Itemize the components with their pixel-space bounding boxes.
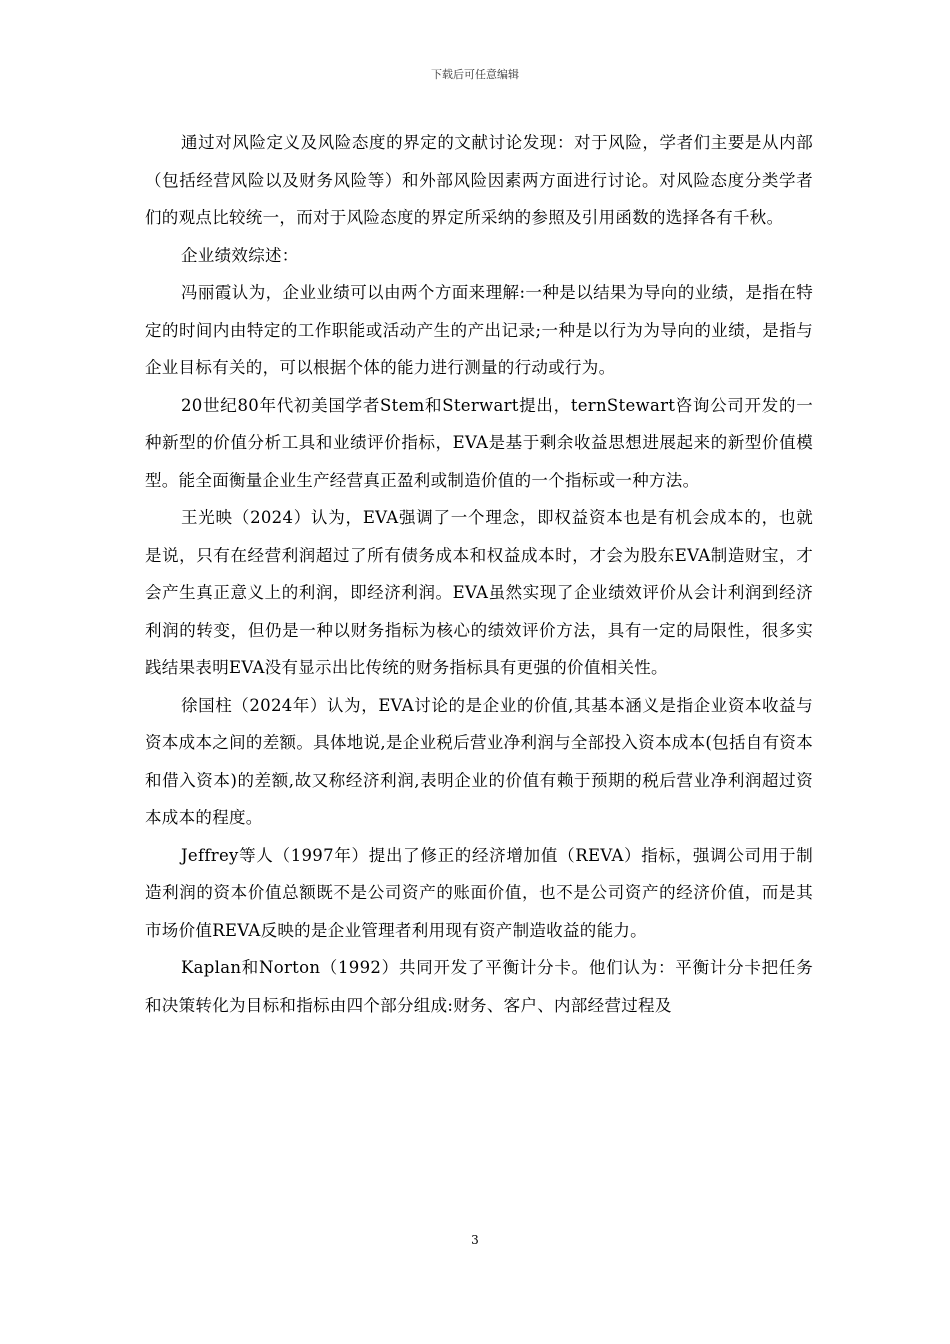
- paragraph-jeffrey-reva: Jeffrey等人（1997年）提出了修正的经济增加值（REVA）指标，强调公司用于制造利润的资本价值总额既不是公司资产的账面价值，也不是公司资产的经济价值，而是其市场价值REVA反映的是企业管理者利用现有资产制造收益的能力。: [145, 845, 813, 940]
- page-number: 3: [471, 1233, 479, 1247]
- paragraph-feng-lixia: 冯丽霞认为，企业业绩可以由两个方面来理解:一种是以结果为导向的业绩，是指在特定的时间内由特定的工作职能或活动产生的产出记录;一种是以行为为导向的业绩，是指与企业目标有关的，可以根据个体的能力进行测量的行动或行为。: [145, 283, 813, 377]
- paragraph-risk-summary: 通过对风险定义及风险态度的界定的文献讨论发现：对于风险，学者们主要是从内部（包括经营风险以及财务风险等）和外部风险因素两方面进行讨论。对风险态度分类学者们的观点比较统一，而对于风险态度的界定所采纳的参照及引用函数的选择各有千秋。: [145, 133, 813, 227]
- paragraph-wang-guangying: 王光映（2024）认为，EVA强调了一个理念，即权益资本也是有机会成本的，也就是说，只有在经营利润超过了所有债务成本和权益成本时，才会为股东EVA制造财宝，才会产生真正意义上的利润，即经济利润。EVA虽然实现了企业绩效评价从会计利润到经济利润的转变，但仍是一种以财务指标为核心的绩效评价方法，具有一定的局限性，很多实践结果表明EVA没有显示出比传统的财务指标具有更强的价值相关性。: [145, 508, 813, 677]
- paragraph-xu-guozhu: 徐国柱（2024年）认为，EVA讨论的是企业的价值,其基本涵义是指企业资本收益与资本成本之间的差额。具体地说,是企业税后营业净利润与全部投入资本成本(包括自有资本和借入资本)的差额,故又称经济利润,表明企业的价值有赖于预期的税后营业净利润超过资本成本的程度。: [145, 695, 813, 827]
- paragraph-eva-origin: 20世纪80年代初美国学者Stem和Sterwart提出，ternStewart咨询公司开发的一种新型的价值分析工具和业绩评价指标，EVA是基于剩余收益思想进展起来的新型价值模型。能全面衡量企业生产经营真正盈利或制造价值的一个指标或一种方法。: [145, 395, 813, 490]
- page-header: 下载后可任意编辑: [431, 68, 519, 81]
- paragraph-kaplan-norton: Kaplan和Norton（1992）共同开发了平衡计分卡。他们认为：平衡计分卡把任务和决策转化为目标和指标由四个部分组成:财务、客户、内部经营过程及: [145, 958, 813, 1015]
- document-body: [145, 124, 813, 1024]
- paragraph-performance-heading: 企业绩效综述：: [181, 245, 299, 265]
